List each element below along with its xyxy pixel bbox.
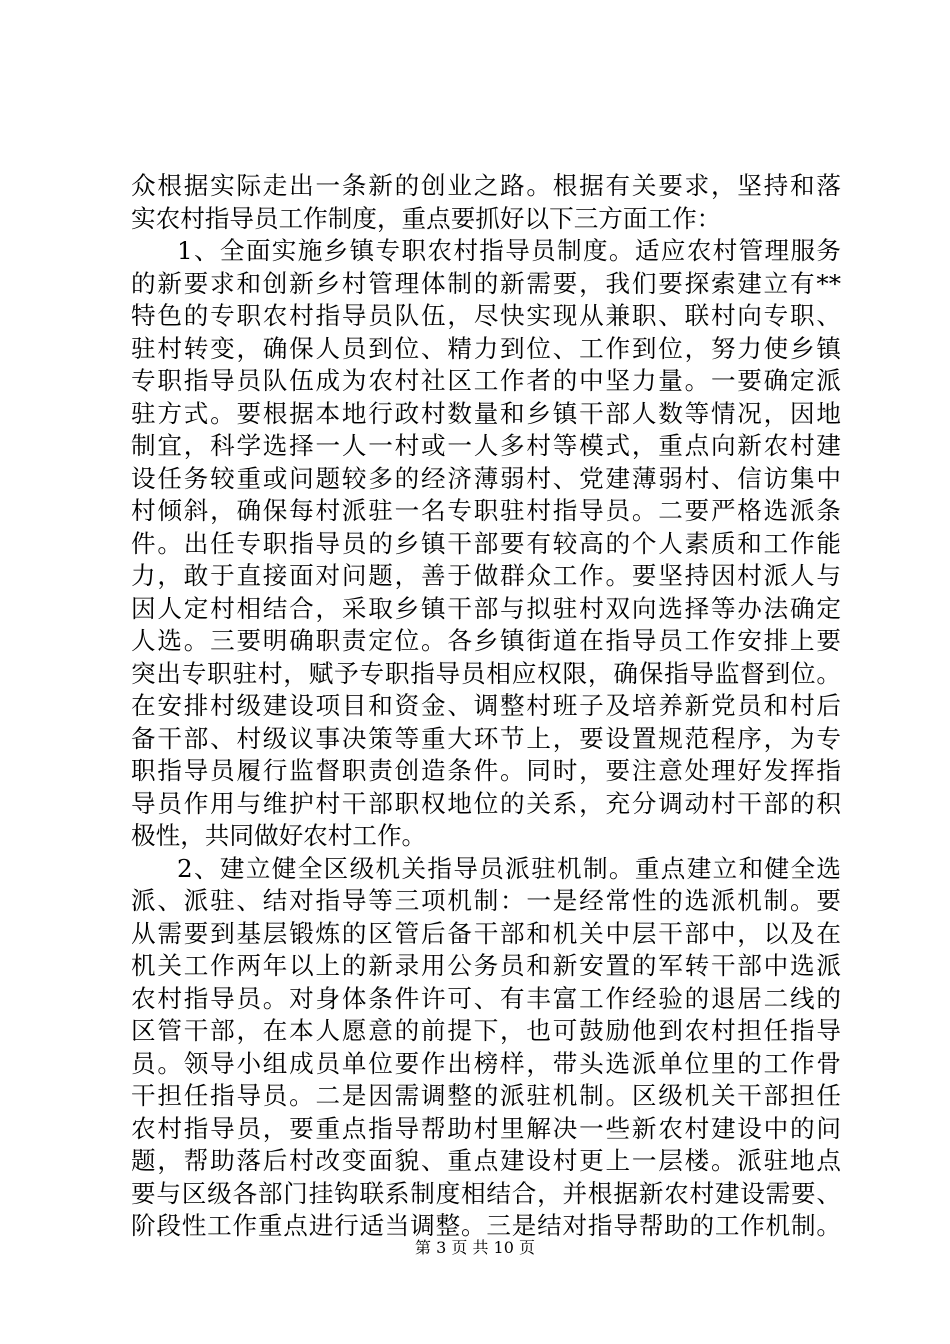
text-line: 农村指导员，要重点指导帮助村里解决一些新农村建设中的问	[131, 1113, 841, 1143]
text-line: 的新要求和创新乡村管理体制的新需要，我们要探索建立有**	[131, 268, 841, 298]
text-line: 驻村转变，确保人员到位、精力到位、工作到位，努力使乡镇	[131, 333, 841, 363]
text-line: 件。出任专职指导员的乡镇干部要有较高的个人素质和工作能	[131, 528, 841, 558]
page-number: 第 3 页 共 10 页	[415, 1238, 535, 1257]
text-line: 要与区级各部门挂钩联系制度相结合，并根据新农村建设需要、	[131, 1178, 841, 1208]
paragraph-start-line: 1、全面实施乡镇专职农村指导员制度。适应农村管理服务	[177, 236, 841, 265]
text-line: 机关工作两年以上的新录用公务员和新安置的军转干部中选派	[131, 951, 841, 980]
text-line: 力，敢于直接面对问题，善于做群众工作。要坚持因村派人与	[131, 561, 841, 590]
text-line: 区管干部，在本人愿意的前提下，也可鼓励他到农村担任指导	[131, 1016, 841, 1045]
text-line: 突出专职驻村，赋予专职指导员相应权限，确保指导监督到位。	[131, 658, 841, 688]
text-line: 农村指导员。对身体条件许可、有丰富工作经验的退居二线的	[131, 983, 841, 1013]
text-line: 设任务较重或问题较多的经济薄弱村、党建薄弱村、信访集中	[131, 463, 841, 493]
text-line: 题，帮助落后村改变面貌、重点建设村更上一层楼。派驻地点	[131, 1146, 841, 1175]
text-line: 专职指导员队伍成为农村社区工作者的中坚力量。一要确定派	[131, 366, 841, 395]
page-footer	[0, 1238, 950, 1258]
text-line: 因人定村相结合，采取乡镇干部与拟驻村双向选择等办法确定	[131, 593, 841, 623]
text-line: 干担任指导员。二是因需调整的派驻机制。区级机关干部担任	[131, 1081, 841, 1110]
text-line: 备干部、村级议事决策等重大环节上，要设置规范程序，为专	[131, 723, 841, 753]
text-line: 员。领导小组成员单位要作出榜样，带头选派单位里的工作骨	[131, 1048, 841, 1078]
text-line: 众根据实际走出一条新的创业之路。根据有关要求，坚持和落	[131, 171, 841, 200]
text-line: 人选。三要明确职责定位。各乡镇街道在指导员工作安排上要	[131, 626, 841, 655]
text-line: 制宜，科学选择一人一村或一人多村等模式，重点向新农村建	[131, 431, 841, 460]
document-body	[131, 170, 841, 1243]
text-line: 阶段性工作重点进行适当调整。三是结对指导帮助的工作机制。	[131, 1211, 841, 1240]
text-line: 实农村指导员工作制度，重点要抓好以下三方面工作：	[131, 203, 722, 233]
text-line: 导员作用与维护村干部职权地位的关系，充分调动村干部的积	[131, 788, 841, 818]
text-line: 驻方式。要根据本地行政村数量和乡镇干部人数等情况，因地	[131, 398, 841, 428]
text-line: 在安排村级建设项目和资金、调整村班子及培养新党员和村后	[131, 691, 841, 720]
text-line: 村倾斜，确保每村派驻一名专职驻村指导员。二要严格选派条	[131, 496, 841, 525]
text-line: 极性，共同做好农村工作。	[131, 821, 427, 850]
text-line: 从需要到基层锻炼的区管后备干部和机关中层干部中，以及在	[131, 918, 841, 948]
text-line: 特色的专职农村指导员队伍，尽快实现从兼职、联村向专职、	[131, 301, 841, 330]
text-line: 职指导员履行监督职责创造条件。同时，要注意处理好发挥指	[131, 756, 841, 785]
text-line: 派、派驻、结对指导等三项机制：一是经常性的选派机制。要	[131, 886, 841, 915]
paragraph-start-line: 2、建立健全区级机关指导员派驻机制。重点建立和健全选	[177, 853, 841, 883]
